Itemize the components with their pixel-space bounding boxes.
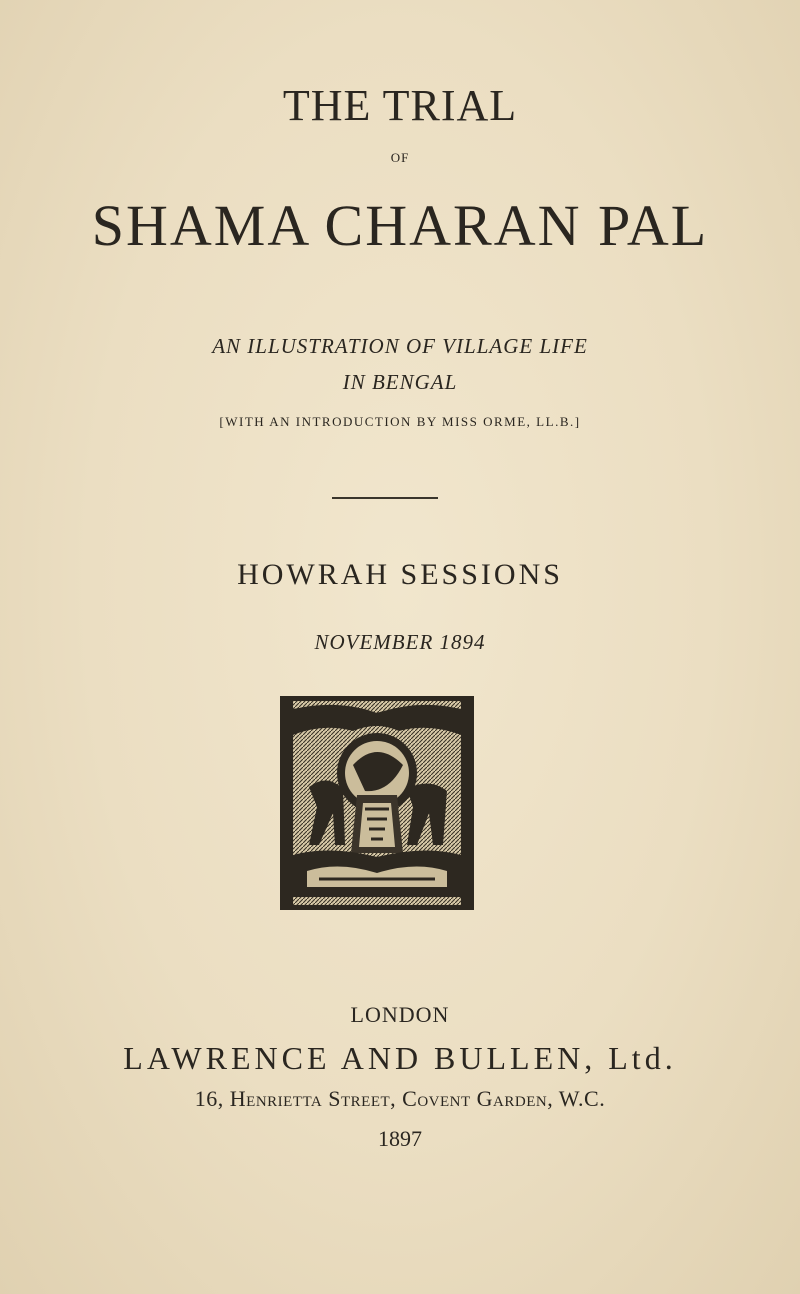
imprint-year: 1897 bbox=[378, 1126, 422, 1151]
subtitle-line-2: IN BENGAL bbox=[342, 370, 458, 394]
publisher-emblem-icon bbox=[279, 695, 475, 911]
book-subject-name: SHAMA CHARAN PAL bbox=[91, 193, 709, 258]
imprint-place: LONDON bbox=[350, 1002, 450, 1027]
book-title: THE TRIAL bbox=[282, 81, 518, 130]
title-connector: OF bbox=[390, 150, 410, 165]
introduction-note: [WITH AN INTRODUCTION BY MISS ORME, LL.B.] bbox=[219, 414, 581, 429]
imprint-publisher: LAWRENCE AND BULLEN, Ltd. bbox=[123, 1040, 677, 1076]
sessions-date: NOVEMBER 1894 bbox=[314, 630, 486, 654]
divider-rule bbox=[332, 497, 438, 499]
imprint-address: 16, Henrietta Street, Covent Garden, W.C. bbox=[194, 1086, 606, 1111]
subtitle-line-1: AN ILLUSTRATION OF VILLAGE LIFE bbox=[212, 334, 588, 358]
sessions-heading: HOWRAH SESSIONS bbox=[237, 558, 563, 591]
